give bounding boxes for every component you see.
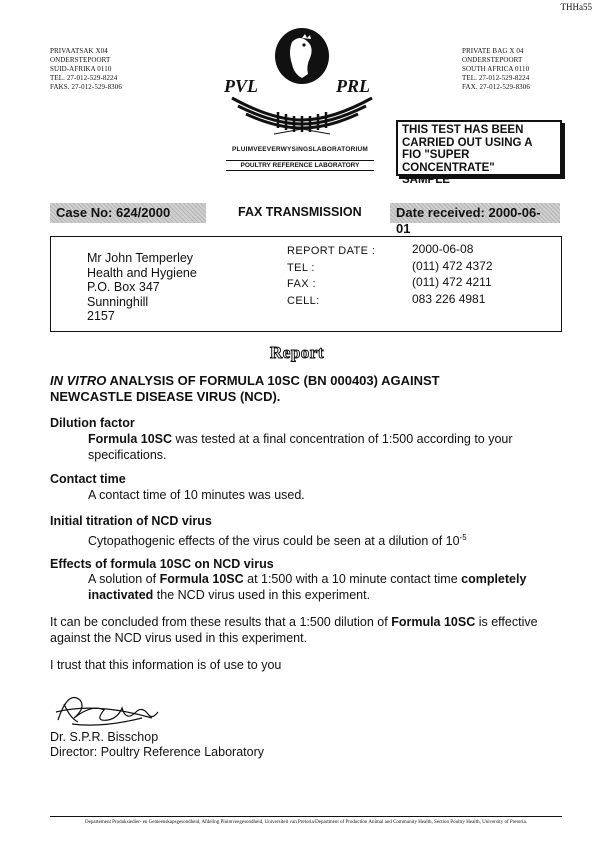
recipient-address bbox=[87, 251, 197, 324]
contact-time-title: Contact time bbox=[50, 472, 126, 486]
address-line: TEL. 27-012-529-8224 bbox=[50, 74, 118, 82]
dilution-factor-title: Dilution factor bbox=[50, 416, 135, 430]
titration-title: Initial titration of NCD virus bbox=[50, 514, 212, 528]
formula-name: Formula 10SC bbox=[88, 432, 173, 446]
effects-text-1: A solution of bbox=[88, 572, 160, 586]
laboratory-logo bbox=[222, 28, 382, 138]
fax-label: FAX : bbox=[287, 278, 316, 290]
closing-text: I trust that this information is of use to you bbox=[50, 658, 282, 672]
dilution-factor-text bbox=[88, 431, 528, 463]
tel-label: TEL : bbox=[287, 261, 315, 274]
cell-number: 083 226 4981 bbox=[412, 291, 486, 306]
address-line: ONDERSTEPOORT bbox=[50, 56, 111, 64]
report-title bbox=[50, 373, 520, 405]
titration-sentence: Cytopathogenic effects of the virus could be seen at a dilution of 10 bbox=[88, 534, 460, 549]
cell-label: CELL: bbox=[287, 294, 320, 307]
dilution-sentence: was tested at a final concentration of 1:500 according to your specifications. bbox=[88, 432, 513, 462]
completely-inactivated: completely inactivated bbox=[88, 572, 527, 602]
report-heading: Report bbox=[270, 343, 324, 362]
recipient-line: 2157 bbox=[87, 309, 115, 323]
contact-time-text: A contact time of 10 minutes was used. bbox=[88, 488, 305, 502]
recipient-line: P.O. Box 347 bbox=[87, 280, 160, 294]
report-date-label: REPORT DATE : bbox=[287, 245, 376, 257]
afrikaans-address bbox=[50, 47, 122, 92]
sample-notice-box bbox=[396, 120, 562, 186]
recipient-line: Health and Hygiene bbox=[87, 265, 197, 280]
effects-text-3: the NCD virus used in this experiment. bbox=[153, 588, 371, 602]
notice-line: THIS TEST HAS BEEN bbox=[402, 124, 524, 136]
report-date: 2000-06-08 bbox=[412, 242, 474, 256]
notice-line: FIO "SUPER CONCENTRATE" bbox=[402, 149, 495, 174]
effects-text-2: at 1:500 with a 10 minute contact time bbox=[243, 572, 462, 586]
address-line: PRIVATE BAG X 04 bbox=[462, 47, 524, 55]
fax-number: (011) 472 4211 bbox=[412, 275, 492, 289]
recipient-box bbox=[50, 236, 562, 332]
conclusion-text-2: is effective against the NCD virus used in this experiment. bbox=[50, 615, 538, 645]
address-line: TEL. 27-012-529-8224 bbox=[462, 74, 530, 82]
notice-line: CARRIED OUT USING A bbox=[402, 136, 533, 149]
fax-transmission-title: FAX TRANSMISSION bbox=[238, 205, 362, 219]
english-address bbox=[462, 47, 530, 92]
footer-divider bbox=[50, 816, 562, 817]
logo-right-text: PRL bbox=[336, 76, 370, 96]
report-meta-labels bbox=[287, 243, 375, 309]
formula-name: Formula 10SC bbox=[159, 572, 244, 586]
conclusion-text-1: It can be concluded from these results that a 1:500 dilution of bbox=[50, 615, 392, 629]
lab-subtitle: POULTRY REFERENCE LABORATORY bbox=[226, 160, 374, 171]
address-line: SOUTH AFRICA 0110 bbox=[462, 65, 530, 73]
lab-title: PLUIMVEEVERWYSINGSLABORATORIUM bbox=[231, 146, 368, 153]
address-line: SUID-AFRIKA 0110 bbox=[50, 65, 112, 73]
notice-line: SAMPLE bbox=[402, 174, 450, 186]
case-number: Case No: 624/2000 bbox=[50, 203, 206, 223]
document-reference: THHa55 bbox=[560, 2, 592, 12]
effects-title: Effects of formula 10SC on NCD virus bbox=[50, 557, 274, 571]
conclusion-text bbox=[50, 614, 540, 646]
report-title-italic: IN VITRO bbox=[50, 373, 107, 388]
report-title-rest: ANALYSIS OF FORMULA 10SC (BN 000403) AGAINST NEWCASTLE DISEASE VIRUS (NCD). bbox=[50, 373, 440, 404]
footer-text: Departement Produksiedier- en Gemeenskapsgesondheid, Afdeling Pluimveegesondheid, Universiteit van Pretoria/Department of Production Animal and Community Health, Section Poultry Health, University of Pretoria. bbox=[85, 820, 527, 825]
titration-text bbox=[88, 530, 467, 549]
signature bbox=[52, 690, 162, 730]
address-line: FAX. 27-012-529-8306 bbox=[462, 83, 530, 91]
signatory-title: Director: Poultry Reference Laboratory bbox=[50, 745, 264, 759]
recipient-line: Mr John Temperley bbox=[87, 251, 194, 265]
formula-name: Formula 10SC bbox=[391, 615, 476, 629]
logo-left-text: PVL bbox=[224, 76, 258, 96]
date-received: Date received: 2000-06-01 bbox=[390, 203, 560, 223]
signatory-name: Dr. S.P.R. Bisschop bbox=[50, 730, 159, 744]
effects-text bbox=[88, 571, 538, 603]
address-line: PRIVAATSAK X04 bbox=[50, 47, 108, 55]
address-line: FAKS. 27-012-529-8306 bbox=[50, 83, 122, 91]
dilution-exponent: -5 bbox=[459, 533, 467, 542]
recipient-line: Sunninghill bbox=[87, 294, 149, 309]
report-meta-values bbox=[412, 241, 493, 307]
address-line: ONDERSTEPOORT bbox=[462, 56, 523, 64]
tel-number: (011) 472 4372 bbox=[412, 258, 493, 273]
